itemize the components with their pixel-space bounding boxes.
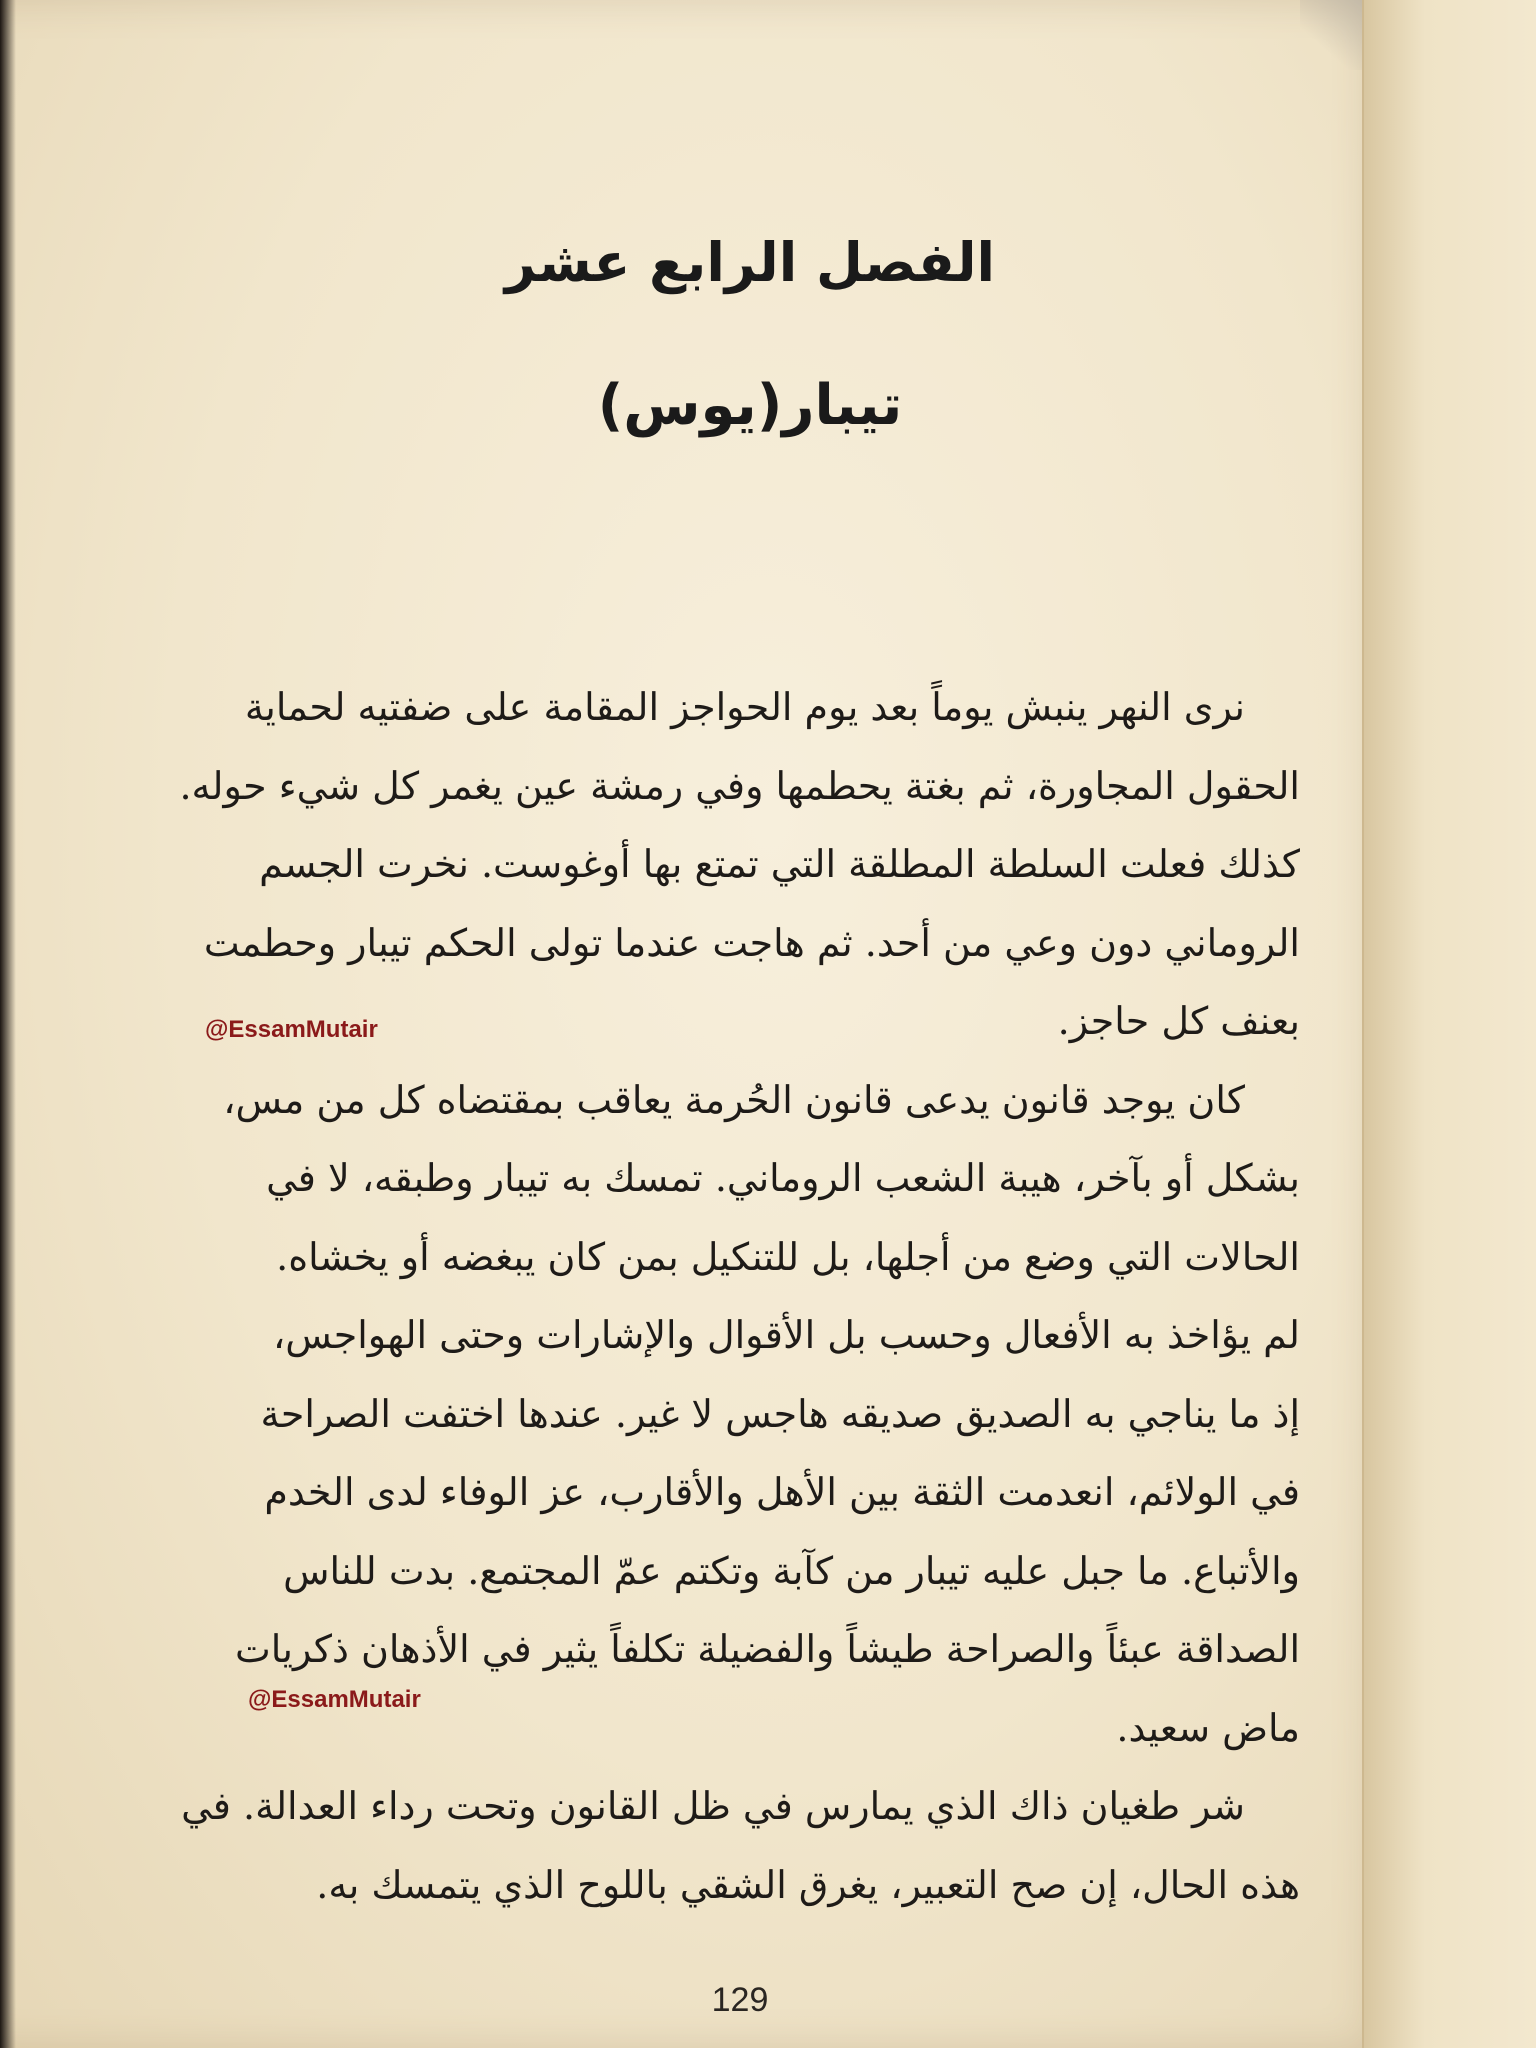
text-line: لم يؤاخذ به الأفعال وحسب بل الأقوال والإشارات وحتى الهواجس، — [273, 1313, 1300, 1357]
text-line: الحقول المجاورة، ثم بغتة يحطمها وفي رمشة عين يغمر كل شيء حوله. — [179, 763, 1300, 808]
page-number: 129 — [711, 1981, 769, 2019]
text-line: بشكل أو بآخر، هيبة الشعب الروماني. تمسك به تيبار وطبقه، لا في — [266, 1156, 1300, 1200]
chapter-subtitle: تيبار(يوس) — [597, 373, 903, 438]
text-line: ماض سعيد. — [1116, 1705, 1300, 1750]
text-line: والأتباع. ما جبل عليه تيبار من كآبة وتكتم عمّ المجتمع. بدت للناس — [283, 1548, 1300, 1593]
text-line: الروماني دون وعي من أحد. ثم هاجت عندما تولى الحكم تيبار وحطمت — [203, 920, 1300, 965]
watermark: @EssamMutair — [205, 1016, 378, 1043]
text-line: في الولائم، انعدمت الثقة بين الأهل والأقارب، عز الوفاء لدى الخدم — [264, 1470, 1300, 1514]
text-line: شر طغيان ذاك الذي يمارس في ظل القانون وتحت رداء العدالة. في — [181, 1784, 1245, 1828]
chapter-title: الفصل الرابع عشر — [504, 231, 996, 294]
watermark: @EssamMutair — [248, 1686, 421, 1713]
next-page-edge — [1362, 0, 1536, 2048]
body-text — [175, 668, 1300, 1924]
text-line: كان يوجد قانون يدعى قانون الحُرمة يعاقب بمقتضاه كل من مس، — [223, 1077, 1245, 1122]
text-line: كذلك فعلت السلطة المطلقة التي تمتع بها أوغوست. نخرت الجسم — [259, 842, 1300, 886]
text-line: نرى النهر ينبش يوماً بعد يوم الحواجز المقامة على ضفتيه لحماية — [244, 685, 1245, 729]
text-line: بعنف كل حاجز. — [1057, 999, 1300, 1043]
text-line: إذ ما يناجي به الصديق صديقه هاجس لا غير. عندها اختفت الصراحة — [260, 1391, 1300, 1436]
text-line: الحالات التي وضع من أجلها، بل للتنكيل بمن كان يبغضه أو يخشاه. — [276, 1234, 1300, 1279]
book-gutter-shadow — [0, 0, 16, 2048]
text-line: هذه الحال، إن صح التعبير، يغرق الشقي باللوح الذي يتمسك به. — [316, 1862, 1300, 1907]
text-line: الصداقة عبئاً والصراحة طيشاً والفضيلة تكلفاً يثير في الأذهان ذكريات — [235, 1627, 1300, 1671]
